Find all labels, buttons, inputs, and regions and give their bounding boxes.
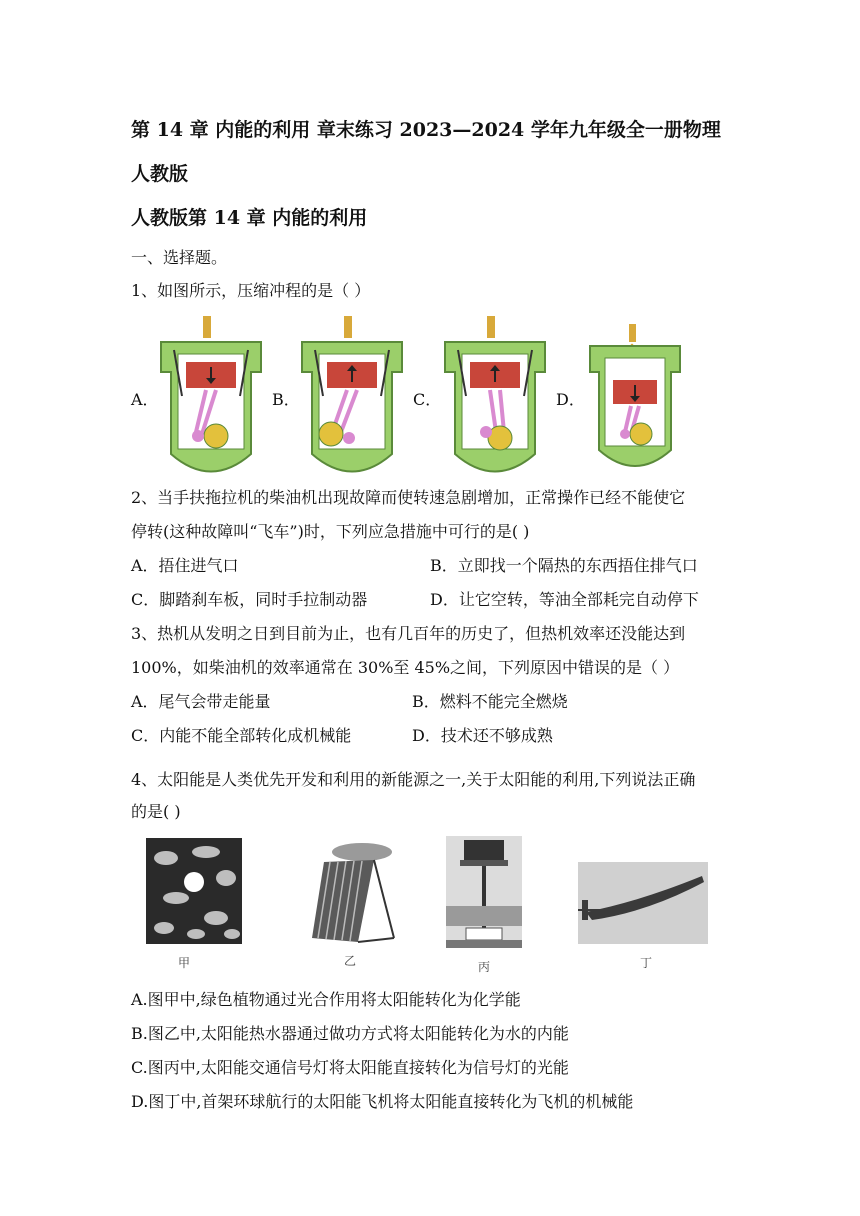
- photo-caption-ding: 丁: [640, 956, 653, 970]
- photo-leaves: [146, 838, 242, 944]
- engine-diagram-a: [156, 314, 266, 474]
- photo-caption-bing: 丙: [478, 960, 491, 974]
- doc-title-line1: 第 14 章 内能的利用 章末练习 2023—2024 学年九年级全一册物理: [131, 119, 721, 141]
- q1-option-b-label: B．: [272, 390, 300, 409]
- q3-stem-line2: 100%，如柴油机的效率通常在 30%至 45%之间，下列原因中错误的是（ ）: [131, 658, 680, 677]
- q1-option-d-label: D．: [556, 390, 585, 409]
- q4-option-b: B.图乙中,太阳能热水器通过做功方式将太阳能转化为水的内能: [131, 1024, 569, 1043]
- photo-solar-traffic-light: [446, 836, 522, 948]
- q2-stem-line2: 停转(这种故障叫“飞车”)时，下列应急措施中可行的是( ): [131, 522, 530, 541]
- q4-option-d: D.图丁中,首架环球航行的太阳能飞机将太阳能直接转化为飞机的机械能: [131, 1092, 634, 1111]
- engine-diagram-c: [440, 314, 550, 474]
- engine-diagram-d: [585, 322, 685, 472]
- q4-stem-line2: 的是( ): [131, 802, 181, 821]
- q2-option-c: C．脚踏刹车板，同时手拉制动器: [131, 590, 368, 609]
- q3-option-a: A．尾气会带走能量: [131, 692, 271, 711]
- q2-option-d: D．让它空转，等油全部耗完自动停下: [430, 590, 699, 609]
- photo-caption-yi: 乙: [344, 954, 357, 968]
- q3-option-c: C．内能不能全部转化成机械能: [131, 726, 352, 745]
- q3-stem-line1: 3、热机从发明之日到目前为止，也有几百年的历史了，但热机效率还没能达到: [131, 624, 686, 643]
- engine-diagram-b: [297, 314, 407, 474]
- q1-option-a-label: A．: [131, 390, 159, 409]
- q3-option-b: B．燃料不能完全燃烧: [412, 692, 568, 711]
- photo-caption-jia: 甲: [178, 956, 191, 970]
- q4-stem-line1: 4、太阳能是人类优先开发和利用的新能源之一,关于太阳能的利用,下列说法正确: [131, 770, 696, 789]
- photo-solar-water-heater: [304, 838, 404, 948]
- q2-option-a: A．捂住进气口: [131, 556, 239, 575]
- q3-option-d: D．技术还不够成熟: [412, 726, 553, 745]
- photo-solar-airplane: [578, 862, 708, 944]
- q1-option-c-label: C．: [413, 390, 442, 409]
- doc-title-line2: 人教版: [131, 163, 189, 185]
- q2-option-b: B．立即找一个隔热的东西捂住排气口: [430, 556, 698, 575]
- q4-option-c: C.图丙中,太阳能交通信号灯将太阳能直接转化为信号灯的光能: [131, 1058, 569, 1077]
- q4-option-a: A.图甲中,绿色植物通过光合作用将太阳能转化为化学能: [131, 990, 521, 1009]
- q2-stem-line1: 2、当手扶拖拉机的柴油机出现故障而使转速急剧增加，正常操作已经不能使它: [131, 488, 686, 507]
- doc-subtitle: 人教版第 14 章 内能的利用: [131, 207, 368, 229]
- section-heading: 一、选择题。: [131, 248, 228, 267]
- q1-stem: 1、如图所示，压缩冲程的是（ ）: [131, 281, 371, 300]
